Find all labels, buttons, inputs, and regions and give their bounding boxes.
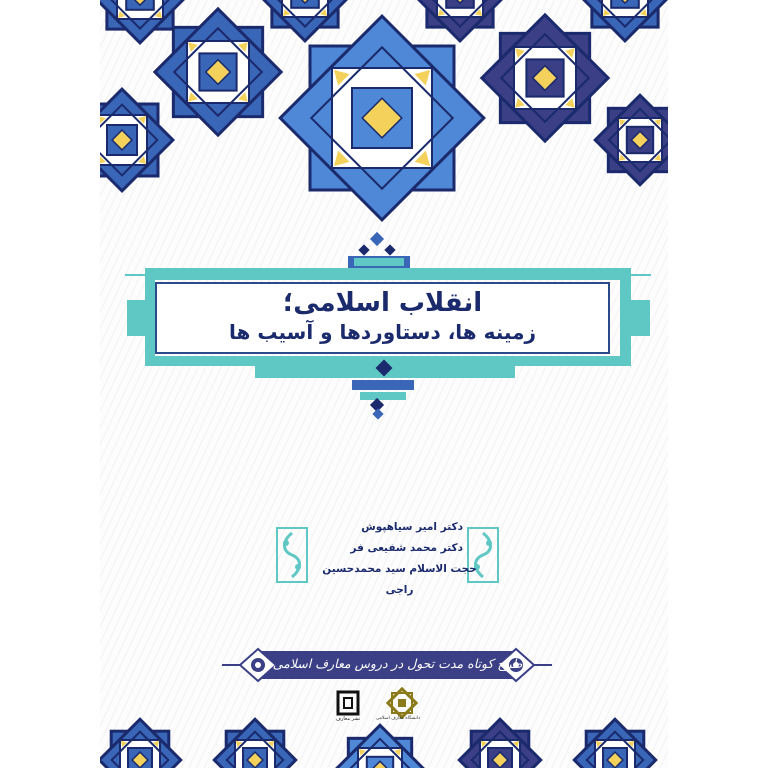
- book-subtitle: زمینه ها، دستاوردها و آسیب ها: [228, 320, 536, 344]
- series-label: طرح کوتاه مدت تحول در دروس معارف اسلامی: [272, 656, 523, 671]
- university-logo-text: دانشگاه معارف اسلامی: [375, 716, 421, 721]
- author-ornament-left: [276, 527, 308, 583]
- book-title: انقلاب اسلامی؛: [282, 288, 483, 318]
- publisher-logo-text: نشر معارف: [335, 716, 361, 722]
- top-ornament: [348, 232, 410, 268]
- author-name: دکتر محمد شفیعی فر: [350, 542, 463, 554]
- author-name: دکتر امیر سیاهپوش: [361, 521, 463, 533]
- bottom-ornament: [352, 380, 414, 420]
- title-box: [155, 282, 610, 354]
- author-list: [318, 517, 477, 601]
- university-logo-icon: [385, 686, 419, 720]
- author-name: حجت الاسلام سید محمدحسین راجی: [322, 563, 477, 596]
